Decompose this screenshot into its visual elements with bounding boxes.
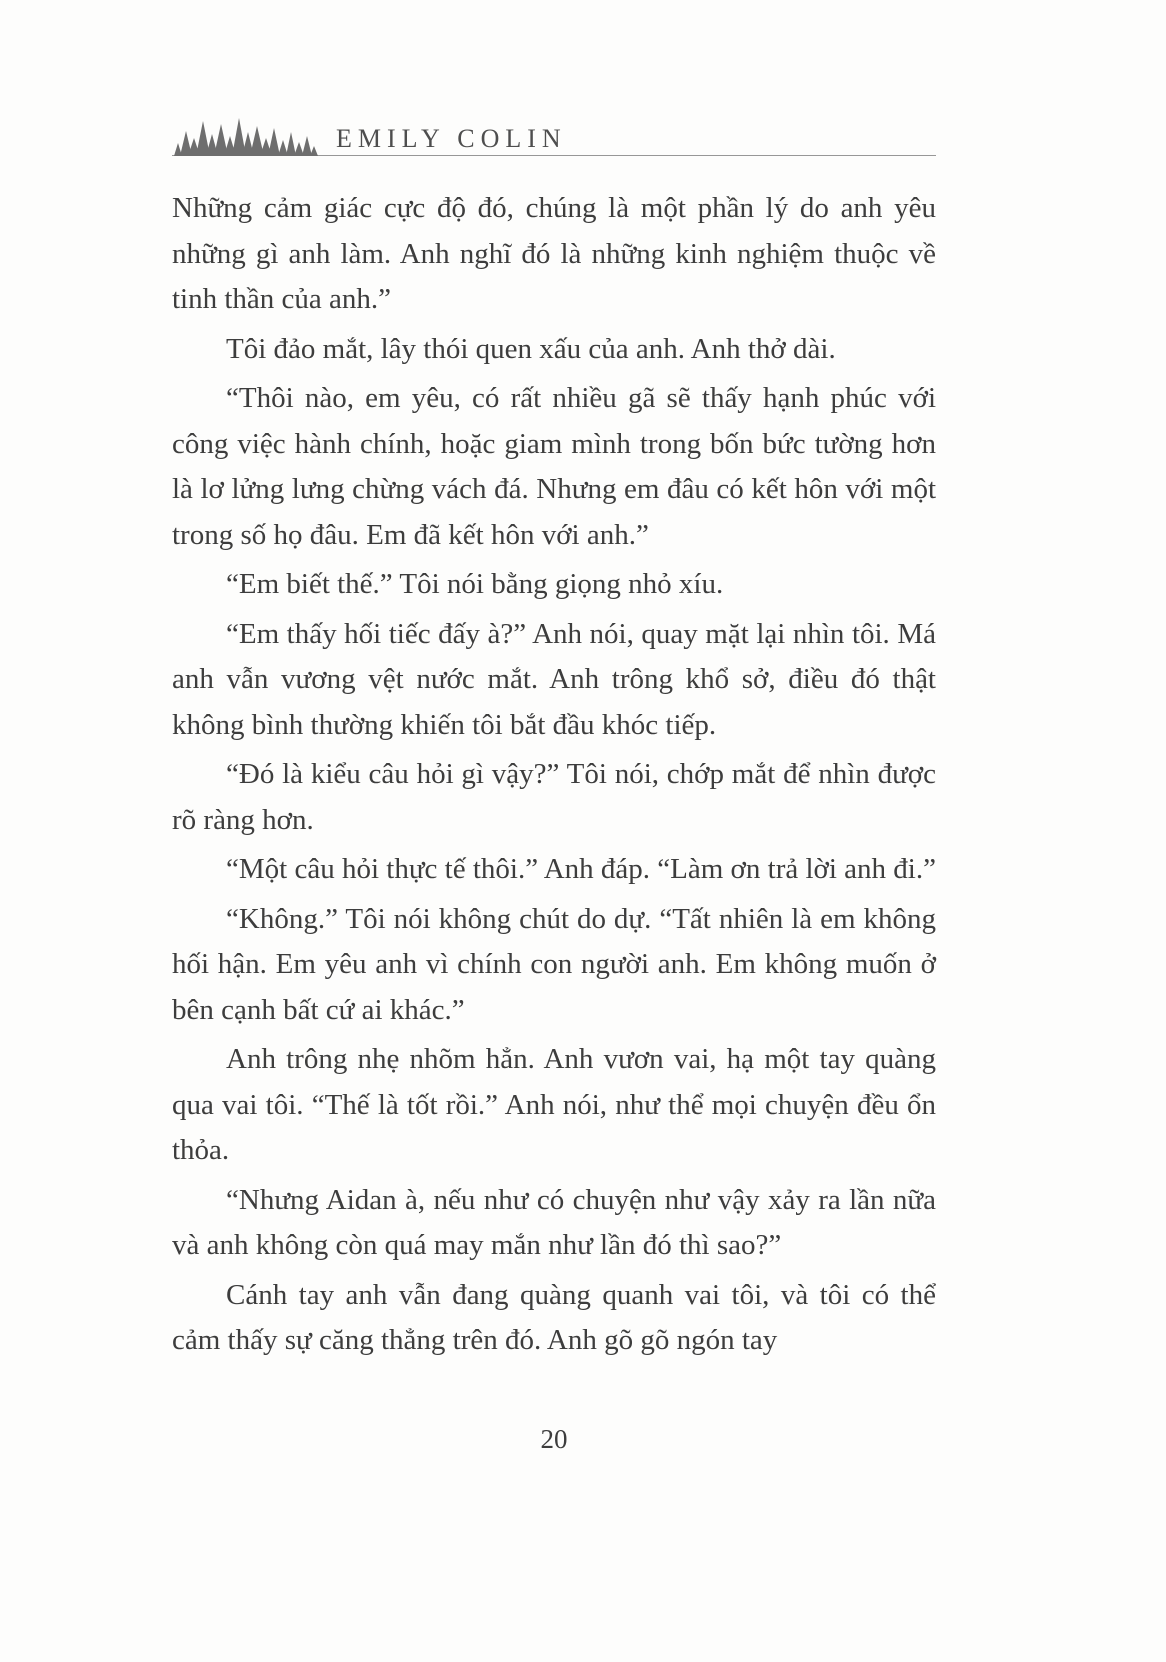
paragraph: “Không.” Tôi nói không chút do dự. “Tất nhiên là em không hối hận. Em yêu anh vì chính con người anh. Em không muốn ở bên cạnh bất cứ ai khác.” bbox=[172, 902, 936, 1026]
paragraph: “Em thấy hối tiếc đấy à?” Anh nói, quay mặt lại nhìn tôi. Má anh vẫn vương vệt nước mắt. Anh trông khổ sở, điều đó thật không bình thường khiến tôi bắt đầu khóc tiếp. bbox=[172, 617, 936, 741]
paragraph: Những cảm giác cực độ đó, chúng là một phần lý do anh yêu những gì anh làm. Anh nghĩ đó là những kinh nghiệm thuộc về tinh thần của anh.” bbox=[172, 192, 936, 315]
paragraph: “Em biết thế.” Tôi nói bằng giọng nhỏ xíu. bbox=[226, 568, 724, 600]
forest-silhouette-icon bbox=[172, 116, 322, 156]
paragraph: Tôi đảo mắt, lây thói quen xấu của anh. Anh thở dài. bbox=[226, 332, 836, 365]
running-header bbox=[172, 116, 936, 156]
paragraph: Anh trông nhẹ nhõm hẳn. Anh vươn vai, hạ một tay quàng qua vai tôi. “Thế là tốt rồi.” Anh nói, như thể mọi chuyện đều ổn thỏa. bbox=[172, 1043, 936, 1166]
page-body bbox=[172, 186, 936, 1364]
paragraph: “Nhưng Aidan à, nếu như có chuyện như vậy xảy ra lần nữa và anh không còn quá may mắn như lần đó thì sao?” bbox=[172, 1183, 936, 1261]
paragraph: “Thôi nào, em yêu, có rất nhiều gã sẽ thấy hạnh phúc với công việc hành chính, hoặc giam mình trong bốn bức tường hơn là lơ lửng lưng chừng vách đá. Nhưng em đâu có kết hôn với một trong số họ đâu. Em đã kết hôn với anh.” bbox=[172, 382, 936, 551]
paragraph: Cánh tay anh vẫn đang quàng quanh vai tôi, và tôi có thể cảm thấy sự căng thẳng trên đó. Anh gõ gõ ngón tay bbox=[172, 1278, 936, 1356]
paragraph: “Một câu hỏi thực tế thôi.” Anh đáp. “Làm ơn trả lời anh đi.” bbox=[226, 853, 936, 885]
paragraph: “Đó là kiểu câu hỏi gì vậy?” Tôi nói, chớp mắt để nhìn được rõ ràng hơn. bbox=[172, 758, 936, 836]
author-header-text: EMILY COLIN bbox=[336, 124, 567, 153]
page-number: 20 bbox=[540, 1424, 568, 1454]
text-block bbox=[172, 116, 936, 1368]
